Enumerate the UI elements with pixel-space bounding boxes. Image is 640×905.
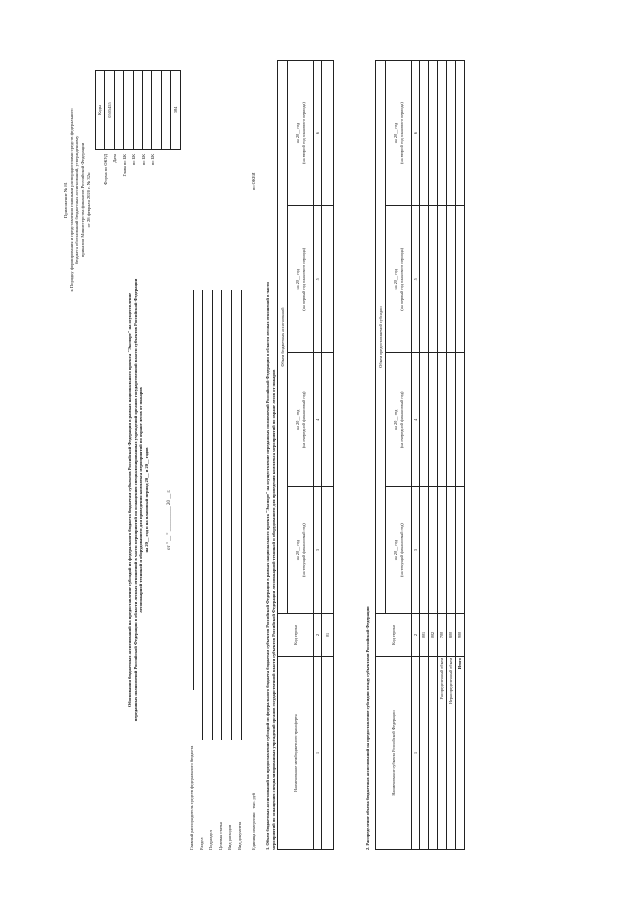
section-1-table <box>277 60 334 850</box>
field-label: Вид документа <box>237 821 243 850</box>
field-row <box>204 290 214 850</box>
code-label-bk-2: по БК <box>140 154 146 166</box>
section-1-title-line-1: 1. Объем бюджетных ассигнований на предоставление субсидий из федерального бюджета бюджетам субъектов Российской Федерации в рамках национального проекта "Экспорт" на осуществление переданных полномочий Российской Федерации в области лесных отношений в части <box>265 282 270 850</box>
s1-row-code: 01 <box>322 614 334 657</box>
s2-col-y2: на 20__ год (на первый год планового периода) <box>386 206 412 353</box>
units-label: Единица измерения: <box>251 811 256 850</box>
field-row <box>185 290 195 850</box>
s1-col-group: Объем бюджетных ассигнований <box>278 61 288 614</box>
okei-code: 384 <box>171 71 180 150</box>
table-cell[interactable] <box>447 206 456 353</box>
s2-num-1: 1 <box>412 657 420 850</box>
code-label-okud: Форма по ОКУД <box>103 154 108 185</box>
s2-col-code: Код строки <box>376 614 412 657</box>
table-cell[interactable] <box>456 206 465 353</box>
codes-row-labels <box>103 154 159 230</box>
glava-code-cell <box>124 71 133 150</box>
table-cell[interactable] <box>429 487 438 614</box>
s1-col-y3: на 20__ год (на второй год планового периода) <box>288 61 314 206</box>
s1-col-code: Код строки <box>278 614 314 657</box>
blank-code-cell <box>161 71 170 150</box>
table-cell[interactable] <box>456 487 465 614</box>
bk-code-cell-1 <box>133 71 142 150</box>
field-label: Вид расходов <box>227 824 233 850</box>
s2-col-y1: на 20__ год (на очередной финансовый год) <box>386 353 412 487</box>
table-cell[interactable] <box>447 353 456 487</box>
table-row-name: Распределенный объем <box>438 657 447 850</box>
field-row <box>233 290 243 850</box>
s1-col-y1: на 20__ год (на очередной финансовый год) <box>288 353 314 487</box>
field-label: Раздел <box>198 837 204 850</box>
code-label-date: Дата <box>112 154 118 163</box>
table-row-code: 001 <box>420 614 429 657</box>
table-row-code: 700 <box>438 614 447 657</box>
s2-col-y0: на 20__ год (на текущий финансовый год) <box>386 487 412 614</box>
table-cell[interactable] <box>438 353 447 487</box>
field-label: Главный распорядитель средств федерального бюджета <box>189 745 195 850</box>
s2-num-4: 4 <box>412 353 420 487</box>
annex-line-3: приказом Министерства финансов Российской Федерации <box>80 142 86 258</box>
table-cell[interactable] <box>447 487 456 614</box>
codes-table <box>95 70 181 150</box>
table-cell[interactable] <box>420 206 429 353</box>
table-cell[interactable] <box>420 353 429 487</box>
document-page <box>55 50 525 850</box>
s1-col-name: Наименование межбюджетного трансферта <box>278 657 314 850</box>
annex-header <box>63 70 92 330</box>
section-1-title <box>265 60 276 850</box>
table-row-name[interactable] <box>429 657 438 850</box>
section-2-title: 2. Распределение объема бюджетных ассигнований на предоставление субсидии между субъектами Российской Федерации <box>365 606 370 850</box>
bk-code-cell-3 <box>152 71 161 150</box>
table-cell[interactable] <box>420 487 429 614</box>
table-cell[interactable] <box>420 61 429 206</box>
table-row-code: 800 <box>447 614 456 657</box>
field-line[interactable] <box>231 290 232 740</box>
table-row-name: Итого <box>456 657 465 850</box>
codes-header: Коды <box>96 71 105 150</box>
table-cell[interactable] <box>456 61 465 206</box>
requisites-fields <box>185 290 243 850</box>
field-line[interactable] <box>193 290 194 690</box>
table-row-code: 002 <box>429 614 438 657</box>
s1-col-y2: на 20__ год (на первый год планового периода) <box>288 206 314 353</box>
annex-line-4: от 28 февраля 2020 г. № 32н <box>85 172 91 228</box>
s2-col-group: Объем предоставляемой субсидии <box>376 61 386 614</box>
table-cell[interactable] <box>438 487 447 614</box>
table-cell[interactable] <box>429 206 438 353</box>
s1-num-5: 5 <box>314 206 322 353</box>
s1-num-1: 1 <box>314 657 322 850</box>
title-line-2: переданных полномочий Российской Федерации в области лесных отношений в части мероприятий по оснащению специализированных учреждений органов государственной власти субъектов Российской Федерации <box>132 278 138 722</box>
title-line-1: Обоснования бюджетных ассигнований на предоставление субсидий из федерального бюджета бюджетам субъектов Российской Федерации в рамках национального проекта "Экспорт" на осуществление <box>127 292 132 708</box>
s2-col-name: Наименование субъекта Российской Федерации <box>376 657 412 850</box>
section-2-table <box>375 60 465 850</box>
field-line[interactable] <box>241 290 242 740</box>
table-cell[interactable] <box>438 206 447 353</box>
s1-col-y0: на 20__ год (на текущий финансовый год) <box>288 487 314 614</box>
code-label-bk-1: по БК <box>131 154 137 166</box>
annex-line-1: к Порядку формирования и представления главными распорядителями средств федерального <box>68 108 74 292</box>
code-label-glava: Глава по БК <box>121 154 127 177</box>
units-value: тыс. руб <box>251 792 256 809</box>
s2-num-3: 3 <box>412 487 420 614</box>
s1-num-4: 4 <box>314 353 322 487</box>
table-row-name: Нераспределенный объем <box>447 657 456 850</box>
s2-num-5: 5 <box>412 206 420 353</box>
field-line[interactable] <box>221 290 222 740</box>
annex-line-2: бюджета обоснований бюджетных ассигнований, утвержденному <box>74 135 80 265</box>
field-line[interactable] <box>202 290 203 740</box>
table-row-code: 900 <box>456 614 465 657</box>
s2-num-6: 6 <box>412 61 420 206</box>
code-label-bk-3: по БК <box>149 154 155 166</box>
title-line-3: лесопожарной техникой и оборудованием для проведения комплекса мероприятий по охране лесов от пожаров <box>138 387 144 613</box>
date-code-cell <box>114 71 123 150</box>
table-row-name[interactable] <box>420 657 429 850</box>
s1-row-y1[interactable] <box>322 353 334 487</box>
okei-label: по ОКЕИ <box>251 172 256 190</box>
field-row <box>195 290 205 850</box>
s1-row-y2[interactable] <box>322 206 334 353</box>
table-cell[interactable] <box>456 353 465 487</box>
okud-code: 0505455 <box>105 71 114 150</box>
field-label: Подраздел <box>208 830 214 850</box>
units-line <box>251 793 257 850</box>
s1-num-3: 3 <box>314 487 322 614</box>
table-cell[interactable] <box>429 61 438 206</box>
s1-row-name[interactable] <box>322 657 334 850</box>
field-row <box>214 290 224 850</box>
s1-row-y0[interactable] <box>322 487 334 614</box>
s1-row-y3[interactable] <box>322 61 334 206</box>
title-line-4: на 20__ год и на плановый период 20__ и 20__ годов <box>143 447 149 553</box>
bk-code-cell-2 <box>142 71 151 150</box>
table-cell[interactable] <box>447 61 456 206</box>
table-cell[interactable] <box>438 61 447 206</box>
section-1-title-line-2: мероприятий по оснащению специализированных учреждений органов государственной власти субъектов Российской Федерации лесопожарной техникой и оборудованием для проведения комплекса мероприятий по охране лесов от пожаров <box>270 369 276 850</box>
annex-number: Приложение № 81 <box>63 182 68 218</box>
s1-num-2: 2 <box>314 614 322 657</box>
field-row <box>223 290 233 850</box>
s2-col-y3: на 20__ год (на второй год планового периода) <box>386 61 412 206</box>
date-line: от " __ " __________ 20 __ г. <box>167 489 172 550</box>
table-cell[interactable] <box>429 353 438 487</box>
s1-num-6: 6 <box>314 61 322 206</box>
document-title <box>127 220 150 780</box>
field-line[interactable] <box>212 290 213 740</box>
field-label: Целевая статья <box>217 821 223 850</box>
s2-num-2: 2 <box>412 614 420 657</box>
